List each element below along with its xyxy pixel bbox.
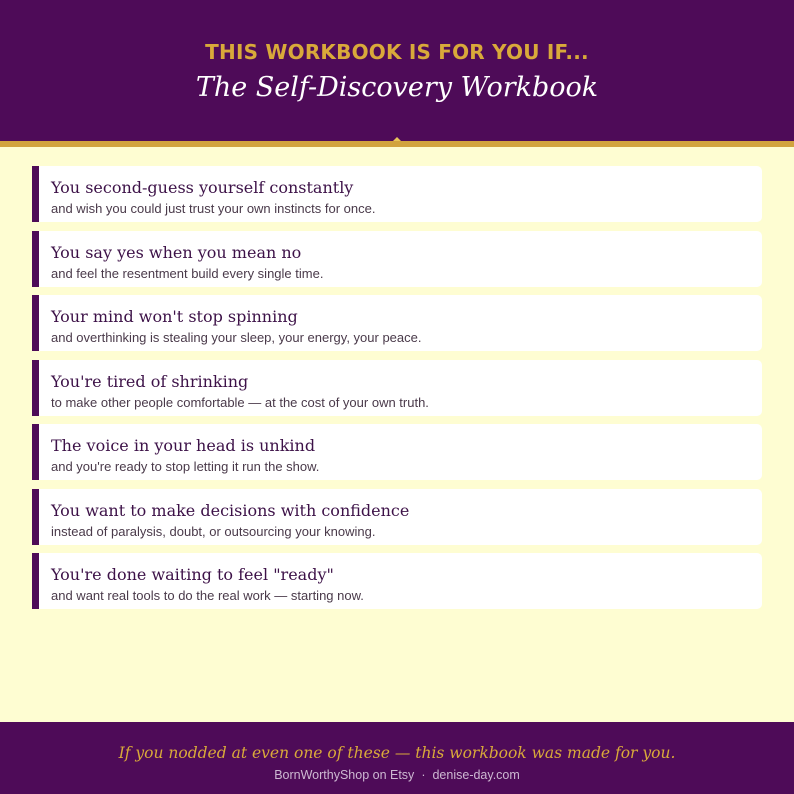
- accent-bar: [32, 489, 39, 545]
- eyebrow-heading: THIS WORKBOOK IS FOR YOU IF...: [205, 40, 589, 64]
- list-item: [32, 553, 762, 609]
- header-banner: [0, 0, 794, 141]
- footer-credits: [0, 768, 794, 782]
- accent-bar: [32, 295, 39, 351]
- item-subtext: and feel the resentment build every single time.: [51, 265, 324, 281]
- list-item: [32, 166, 762, 222]
- page-title: The Self-Discovery Workbook: [195, 72, 599, 103]
- accent-bar: [32, 231, 39, 287]
- item-subtext: and you're ready to stop letting it run the show.: [51, 459, 320, 474]
- item-heading: Your mind won't stop spinning: [51, 307, 298, 326]
- list-item: [32, 231, 762, 287]
- accent-bar: [32, 424, 39, 480]
- item-heading: You second-guess yourself constantly: [51, 178, 354, 197]
- item-subtext: instead of paralysis, doubt, or outsourcing your knowing.: [51, 523, 376, 539]
- item-heading: You're done waiting to feel "ready": [51, 565, 334, 584]
- item-subtext: to make other people comfortable — at the cost of your own truth.: [51, 394, 429, 410]
- item-heading: You say yes when you mean no: [51, 242, 302, 262]
- accent-bar: [32, 553, 39, 609]
- list-item: [32, 360, 762, 416]
- item-subtext: and want real tools to do the real work — starting now.: [51, 588, 364, 603]
- accent-bar: [32, 166, 39, 222]
- criteria-list: [32, 166, 762, 618]
- list-item: [32, 295, 762, 351]
- list-item: [32, 424, 762, 480]
- item-heading: The voice in your head is unkind: [51, 436, 316, 455]
- separator-dot: ·: [421, 768, 426, 782]
- shop-link[interactable]: BornWorthyShop on Etsy: [274, 768, 415, 782]
- footer-quote: If you nodded at even one of these — this workbook was made for you.: [118, 744, 676, 762]
- item-subtext: and wish you could just trust your own instincts for once.: [51, 201, 376, 216]
- gold-divider: [0, 141, 794, 147]
- website-link[interactable]: denise-day.com: [432, 768, 520, 782]
- item-heading: You're tired of shrinking: [51, 371, 249, 391]
- item-subtext: and overthinking is stealing your sleep, your energy, your peace.: [51, 330, 422, 345]
- item-heading: You want to make decisions with confidence: [51, 500, 410, 520]
- footer-banner: [0, 722, 794, 794]
- list-item: [32, 489, 762, 545]
- accent-bar: [32, 360, 39, 416]
